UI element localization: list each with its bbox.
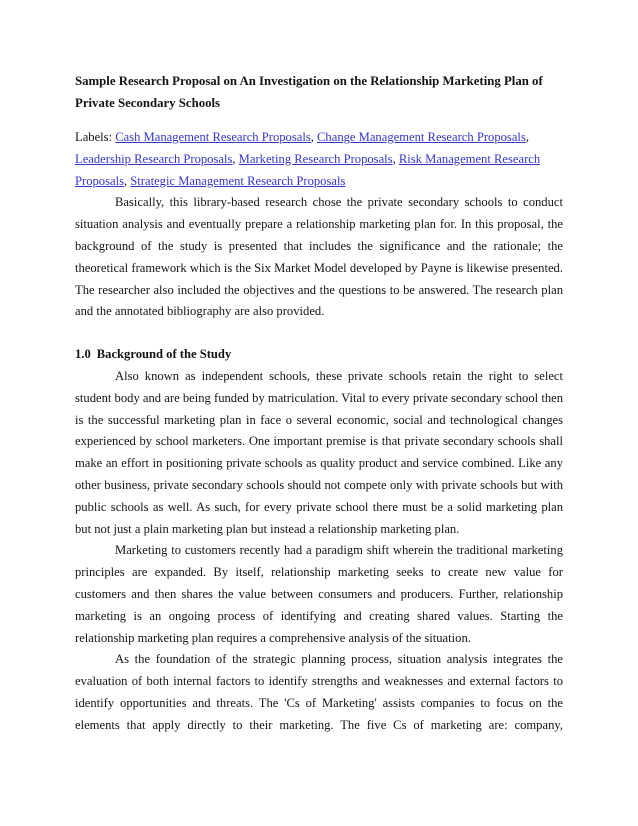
section-title: Background of the Study [96, 347, 232, 362]
label-separator: , [232, 151, 239, 166]
label-link-cash-management[interactable]: Cash Management Research Proposals [115, 130, 311, 144]
section-number: 1.0 [75, 347, 91, 362]
label-separator: , [525, 130, 529, 144]
label-link-marketing[interactable]: Marketing Research Proposals [238, 151, 393, 166]
body-paragraph: Also known as independent schools, these private schools retain the right to select student body and are being funded by matriculation. Vital to every private secondary school then is the successful marketing plan in face o several economic, social and technological changes experienced by school marketers. One important premise is that private secondary schools shall make an effort in positioning private schools as quality product and service combined. Like any other business, private secondary schools should not compete only with private schools but with public schools as well. As such, for every private school there must be a solid marketing plan but not just a plain marketing plan but instead a relationship marketing plan. [75, 368, 563, 536]
document-page [75, 70, 563, 737]
body-paragraph: As the foundation of the strategic planning process, situation analysis integrates the evaluation of both internal factors to identify strengths and weaknesses and external factors to identify opportunities and threats. The 'Cs of Marketing' assists companies to focus on the elements that apply directly to their marketing. The five Cs of marketing are: company, [75, 652, 563, 732]
document-title: Sample Research Proposal on An Investigation on the Relationship Marketing Plan of Private Secondary Schools [75, 74, 543, 110]
labels-line [75, 127, 563, 192]
abstract-paragraph: Basically, this library-based research chose the private secondary schools to conduct situation analysis and eventually prepare a relationship marketing plan for. In this proposal, the background of the study is presented that includes the significance and the rationale; the theoretical framework which is the Six Market Model developed by Payne is likewise presented. The researcher also included the objectives and the questions to be answered. The research plan and the annotated bibliography are also provided. [75, 195, 563, 319]
label-link-change-management[interactable]: Change Management Research Proposals [317, 130, 526, 144]
label-separator: , [123, 173, 131, 188]
section-heading [75, 344, 563, 366]
label-separator: , [392, 151, 399, 166]
label-link-leadership[interactable]: Leadership Research Proposals [75, 151, 233, 166]
labels-prefix: Labels: [75, 130, 116, 144]
label-separator: , [310, 130, 318, 144]
label-link-risk-management[interactable]: Risk Management Research Proposals [75, 151, 541, 188]
label-link-strategic-management[interactable]: Strategic Management Research Proposals [130, 173, 346, 188]
body-paragraph: Marketing to customers recently had a paradigm shift wherein the traditional marketing principles are expanded. By itself, relationship marketing seeks to create new value for customers and then shares the value between consumers and producers. Further, relationship marketing is an ongoing process of identifying and creating shared values. Starting the relationship marketing plan requires a comprehensive analysis of the situation. [75, 543, 563, 645]
